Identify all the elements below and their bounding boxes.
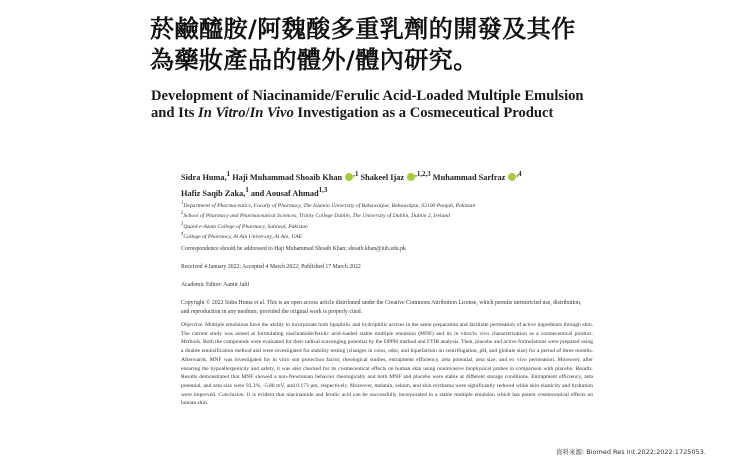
copyright-notice: Copyright © 2022 Sidra Huma et al. This is an open access article distributed under the Creative Commons Attribution License, which permits unrestricted use, distribution, and reproduction in any medium, provided the original work is properly cited. (181, 300, 582, 315)
affiliation (181, 200, 591, 210)
paper-title-part-1: Development of Niacinamide/Ferulic Acid-Loaded Multiple Emulsion and Its (151, 88, 584, 121)
paper-title-in-vivo: In Vivo (249, 105, 294, 121)
author-sup: ,1,2,3 (415, 171, 431, 178)
publication-dates: Received 4 January 2022; Accepted 4 March 2022; Published 17 March 2022 (181, 264, 361, 270)
source-citation: 資料來源: Biomed Res Int.2022;2022:1725053. (556, 448, 706, 456)
author (232, 173, 358, 182)
author (250, 186, 328, 198)
affiliation-sup: 1 (181, 201, 184, 206)
slide-title-line-1: 菸鹼醯胺/阿魏酸多重乳劑的開發及其作 (150, 15, 576, 43)
author-name: Muhammad Sarfraz (432, 172, 506, 182)
abstract-conclusion-text: It is evident that niacinamide and ferulic acid can be successfully incorporated in a stable multiple emulsion which has potent cosmeceutical effects on human skin. (181, 391, 593, 407)
author-sup: ,4 (516, 171, 522, 178)
paper-title-part-2: Investigation as a Cosmeceutical Product (293, 105, 554, 121)
author (433, 173, 522, 182)
affiliation (181, 210, 591, 220)
abstract-results-text: Results demonstrated that MNF showed a non-Newtonian behavior rheologically and both MNF and placebo were stable at different storage conditions. Entrapment efficiency, zeta potential, and zeta size were 93.3%, -5.88 mV, and 0.173 μm, respectively. Moreover, melanin, sebum, and skin erythema were significantly reduced while skin elasticity and hydration were improved. (181, 374, 593, 398)
affiliation-sup: 4 (181, 232, 184, 238)
correspondence: Correspondence should be addressed to Haji Muhammad Shoaib Khan; shoaib.khan@iub.edu.pk (181, 246, 406, 252)
affiliation-text: School of Pharmacy and Pharmaceutical Sciences, Trinity College Dublin, The University of Dublin, Dublin 2, Ireland (183, 213, 450, 220)
affiliation-sup: 3 (181, 221, 184, 227)
author (361, 173, 431, 182)
author-name: Shakeel Ijaz (360, 172, 405, 182)
abstract-objective-label: Objective. (181, 322, 204, 328)
paper-title (151, 88, 591, 122)
affiliation-list (181, 200, 591, 242)
orcid-icon[interactable] (407, 173, 415, 181)
abstract-results-label: Results. (575, 365, 593, 372)
author-name: Hafiz Saqib Zaka, (181, 188, 246, 198)
abstract (181, 321, 593, 408)
affiliation (181, 231, 591, 241)
author-name: Sidra Huma, (181, 172, 227, 182)
abstract-methods-label: Methods. (181, 339, 202, 346)
slide-title (150, 14, 710, 76)
author-sup: 1,3 (318, 186, 328, 194)
abstract-objective-text: Multiple emulsions have the ability to incorporate both lipophilic and hydrophilic actives in the same preparation and facilitate permeation of active ingredients through skin. The current study was aimed at formulating niacinamide/ferulic acid-loaded stable multiple emulsion (MNF) and its in vitro/in vivo characterization as a cosmeceutical product. (181, 322, 593, 337)
affiliation-text: Department of Pharmaceutics, Faculty of Pharmacy, The Islamia University of Bahawalpur, Bahawalpur, 63100 Punjab, Pakistan (183, 202, 476, 209)
affiliation-sup: 2 (181, 211, 184, 217)
abstract-methods-text: Both the compounds were evaluated for their radical scavenging potential by the DPPH method and FTIR analysis. Then, placebo and active formulations were prepared using a double emulsification method and were investigated for stability testing (changes in color, odor, and liquefaction on centrifugation, pH, and globule size) for a period of three months. Afterwards, MNF was investigated for in vitro sun protection factor, rheological studies, entrapment efficiency, zeta potential, zeta size, and ex vivo permeation. Moreover, after ensuring the hypoallergenicity and safety, it was also checked for its cosmeceutical effects on human skin using noninvasive biophysical probes in comparison with placebo. (181, 339, 593, 372)
paper-excerpt (151, 88, 593, 407)
author (181, 186, 249, 198)
author-name: and Aousaf Ahmad (250, 188, 319, 198)
author (181, 173, 230, 182)
affiliation-text: College of Pharmacy, Al Ain University, Al Ain, UAE (183, 234, 303, 241)
affiliation (181, 221, 591, 231)
paper-title-in-vitro: In Vitro (198, 105, 246, 121)
author-sup: ,1 (353, 171, 359, 178)
academic-editor: Academic Editor: Aamir Jalil (181, 282, 250, 288)
affiliation-text: Quaid-e-Azam College of Pharmacy, Sahiwal, Pakistan (183, 223, 308, 230)
author-list (181, 168, 591, 200)
author-sup: 1 (245, 186, 249, 194)
paper-title-slash: / (245, 105, 250, 121)
author-sup: 1 (226, 171, 231, 178)
slide-title-line-2: 為藥妝產品的體外/體內研究。 (150, 46, 478, 74)
abstract-conclusion-label: Conclusion. (218, 391, 245, 398)
author-name: Haji Muhammad Shoaib Khan (232, 172, 343, 182)
